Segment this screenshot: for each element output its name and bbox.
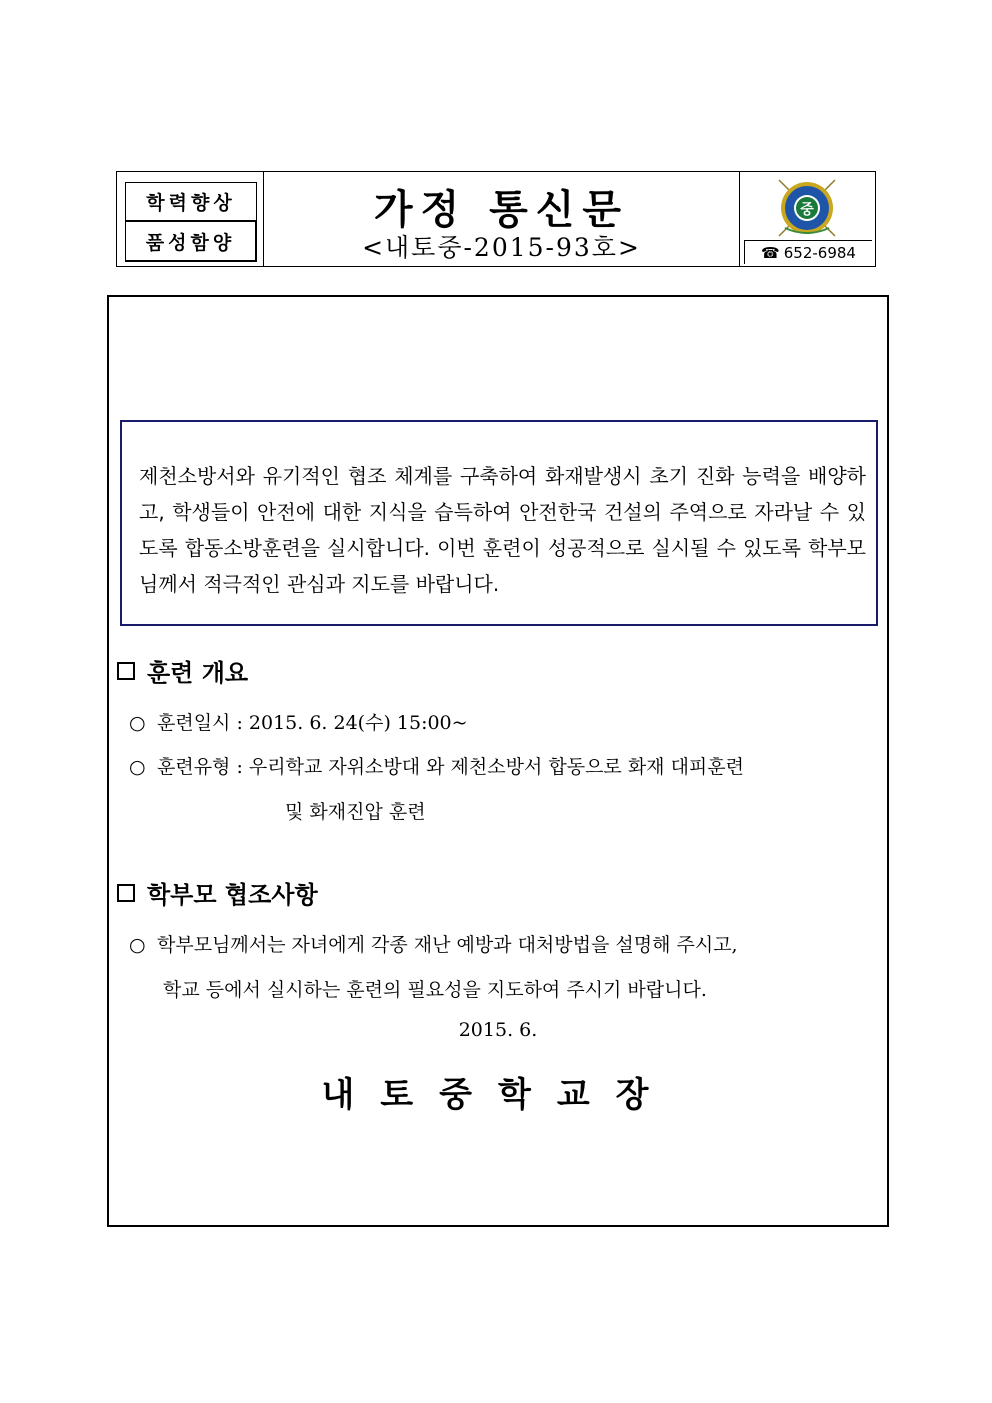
- section-overview-heading: [117, 653, 248, 688]
- checkbox-icon: [117, 884, 135, 902]
- bullet-icon: ○: [129, 712, 146, 734]
- section-title: 훈련 개요: [147, 659, 249, 687]
- checkbox-icon: [117, 662, 135, 680]
- item-text: 훈련유형 : 우리학교 자위소방대 와 제천소방서 합동으로 화재 대피훈련: [157, 756, 744, 778]
- item-continuation: 학교 등에서 실시하는 훈련의 필요성을 지도하여 주시기 바랍니다.: [163, 979, 707, 1001]
- phone-text: 652-6984: [783, 243, 856, 262]
- bullet-icon: ○: [129, 756, 146, 778]
- notice-box: 제천소방서와 유기적인 협조 체계를 구축하여 화재발생시 초기 진화 능력을 배양하고, 학생들이 안전에 대한 지식을 습득하여 안전한국 건설의 주역으로 자라날 수 있도록 합동소방훈련을 실시합니다. 이번 훈련이 성공적으로 실시될 수 있도록 학부모님께서 적극적인 관심과 지도를 바랍니다.: [120, 420, 878, 626]
- list-item: [129, 709, 883, 737]
- issue-number: <내토중-2015-93호>: [362, 233, 641, 262]
- bullet-icon: ○: [129, 934, 146, 956]
- list-item: [129, 753, 883, 781]
- item-text: 훈련일시 : 2015. 6. 24(수) 15:00~: [157, 712, 468, 734]
- school-emblem-icon: [775, 176, 839, 240]
- divider: [739, 172, 740, 266]
- principal-signature: 내토중학교장: [321, 1075, 675, 1115]
- motto-box: [121, 176, 263, 262]
- item-continuation: 및 화재진압 훈련: [285, 801, 426, 823]
- svg-text:중: 중: [800, 202, 814, 218]
- motto-1: 학력향상: [125, 182, 257, 222]
- header-table: [116, 171, 876, 267]
- phone-icon: ☎: [761, 243, 780, 262]
- phone-number: [744, 240, 872, 264]
- section-cooperation-heading: [117, 875, 318, 910]
- list-item: [129, 931, 883, 959]
- issue-date: 2015. 6.: [458, 1019, 538, 1041]
- item-text: 학부모님께서는 자녀에게 각종 재난 예방과 대처방법을 설명해 주시고,: [157, 934, 738, 956]
- main-frame: [107, 295, 889, 1227]
- section-title: 학부모 협조사항: [147, 881, 318, 909]
- motto-2: 품성함양: [125, 222, 257, 262]
- page-title: 가정 통신문: [373, 186, 630, 233]
